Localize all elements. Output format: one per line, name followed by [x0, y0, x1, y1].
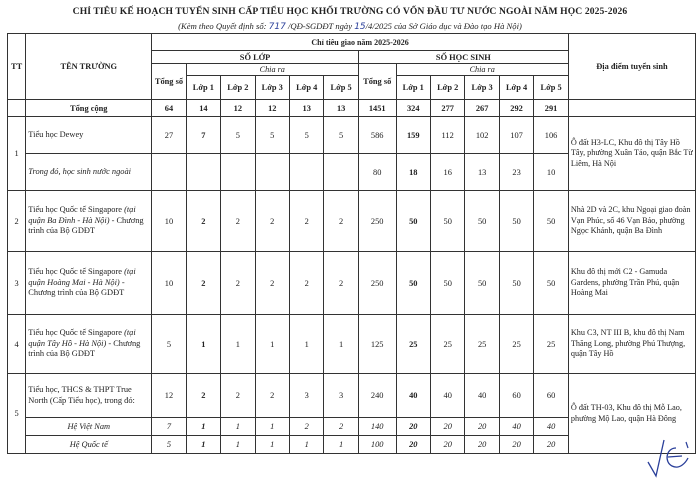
- table-cell: 112: [430, 117, 464, 154]
- table-cell: 23: [499, 154, 533, 191]
- location-cell: Nhà 2D và 2C, khu Ngoại giao đoàn Vạn Phúc, số 46 Vạn Bảo, phường Ngọc Khánh, quận Ba Đình: [568, 191, 695, 252]
- table-cell: 2: [221, 191, 255, 252]
- table-cell: 5: [221, 117, 255, 154]
- table-cell: 13: [324, 100, 358, 117]
- total-row: [8, 100, 696, 117]
- sub-label: Trong đó, học sinh nước ngoài: [26, 154, 152, 191]
- table-cell: 64: [152, 100, 186, 117]
- row-number: 4: [8, 315, 26, 374]
- table-cell: 60: [499, 374, 533, 418]
- location-cell: Khu C3, NT III B, khu đô thị Nam Thăng Long, phường Phú Thượng, quận Tây Hồ: [568, 315, 695, 374]
- table-cell: 125: [358, 315, 396, 374]
- table-cell: 2: [255, 252, 289, 315]
- table-cell: 106: [534, 117, 569, 154]
- table-cell: 2: [289, 191, 323, 252]
- table-cell: 2: [324, 191, 358, 252]
- header-class-grade: Lớp 3: [255, 76, 289, 100]
- table-cell: 240: [358, 374, 396, 418]
- table-cell: 12: [152, 374, 186, 418]
- table-row: [8, 191, 696, 252]
- header-location: Địa điểm tuyển sinh: [568, 34, 695, 100]
- table-cell: 1: [289, 315, 323, 374]
- table-cell: 2: [221, 374, 255, 418]
- header-student-grade: Lớp 1: [396, 76, 430, 100]
- school-name: Tiểu học Quốc tế Singapore (tại quận Hoàng Mai - Hà Nội) - Chương trình của Bộ GDĐT: [26, 252, 152, 315]
- header-student-total: Tổng số: [358, 64, 396, 100]
- table-cell: 50: [534, 252, 569, 315]
- header-student-grade: Lớp 4: [499, 76, 533, 100]
- table-cell: 1: [186, 436, 220, 454]
- table-cell: 102: [465, 117, 499, 154]
- table-cell: 2: [324, 252, 358, 315]
- table-cell: 2: [324, 418, 358, 436]
- table-cell: 2: [255, 191, 289, 252]
- row-number: 2: [8, 191, 26, 252]
- table-cell: 25: [396, 315, 430, 374]
- table-cell: 324: [396, 100, 430, 117]
- location-cell: Ô đất H3-LC, Khu đô thị Tây Hồ Tây, phường Xuân Tảo, quận Bắc Từ Liêm, Hà Nội: [568, 117, 695, 191]
- row-number: 5: [8, 374, 26, 454]
- table-cell: 7: [152, 418, 186, 436]
- document-subtitle: [0, 21, 700, 32]
- table-cell: 1451: [358, 100, 396, 117]
- table-cell: 25: [430, 315, 464, 374]
- signature-initials: [642, 432, 694, 478]
- table-cell: 40: [534, 418, 569, 436]
- table-cell: 586: [358, 117, 396, 154]
- school-name: Tiểu học Quốc tế Singapore (tại quận Ba Đình - Hà Nội) - Chương trình của Bộ GDĐT: [26, 191, 152, 252]
- table-cell: 2: [186, 252, 220, 315]
- table-cell: 20: [430, 436, 464, 454]
- table-cell: 3: [289, 374, 323, 418]
- header-tt: TT: [8, 34, 26, 100]
- table-row: [8, 252, 696, 315]
- table-cell: 20: [499, 436, 533, 454]
- table-cell: 20: [465, 418, 499, 436]
- table-cell: 50: [465, 191, 499, 252]
- document-title: CHỈ TIÊU KẾ HOẠCH TUYỂN SINH CẤP TIỂU HỌC KHỐI TRƯỜNG CÓ VỐN ĐẦU TƯ NƯỚC NGOÀI NĂM HỌC 2025-2026: [72, 6, 628, 17]
- enrollment-table: [7, 33, 696, 454]
- school-name: Tiểu học Quốc tế Singapore (tại quận Tây Hồ - Hà Nội) - Chương trình của Bộ GDĐT: [26, 315, 152, 374]
- table-cell: 1: [255, 418, 289, 436]
- table-cell: 40: [465, 374, 499, 418]
- sub-label: Hệ Quốc tế: [26, 436, 152, 454]
- subtitle-prefix: (Kèm theo Quyết định số:: [178, 21, 267, 31]
- table-cell: 12: [255, 100, 289, 117]
- table-cell: 12: [221, 100, 255, 117]
- subtitle-suffix: /4/2025 của Sở Giáo dục và Đào tạo Hà Nội): [365, 21, 522, 31]
- table-cell: 40: [430, 374, 464, 418]
- table-cell: 107: [499, 117, 533, 154]
- table-cell: 50: [499, 191, 533, 252]
- table-cell: 50: [396, 191, 430, 252]
- table-cell: 5: [255, 117, 289, 154]
- header-class-grade: Lớp 4: [289, 76, 323, 100]
- table-cell: 140: [358, 418, 396, 436]
- table-cell: 10: [152, 191, 186, 252]
- handwritten-day: 15: [354, 22, 366, 32]
- table-cell: 1: [186, 315, 220, 374]
- table-cell: 1: [289, 436, 323, 454]
- table-cell: 2: [289, 252, 323, 315]
- table-cell: 2: [221, 252, 255, 315]
- table-cell: 2: [186, 191, 220, 252]
- header-class-grade: Lớp 1: [186, 76, 220, 100]
- table-cell: 7: [186, 117, 220, 154]
- school-name: Tiểu học Dewey: [26, 117, 152, 154]
- handwritten-decision-number: 717: [268, 22, 286, 32]
- table-cell: 159: [396, 117, 430, 154]
- row-number: 1: [8, 117, 26, 191]
- table-cell: 5: [152, 315, 186, 374]
- table-cell: 5: [152, 436, 186, 454]
- table-cell: 40: [396, 374, 430, 418]
- table-cell: 267: [465, 100, 499, 117]
- table-cell: 18: [396, 154, 430, 191]
- sub-label: Hệ Việt Nam: [26, 418, 152, 436]
- header-class-grade: Lớp 5: [324, 76, 358, 100]
- table-cell: 60: [534, 374, 569, 418]
- table-cell: 10: [152, 252, 186, 315]
- table-cell: 25: [499, 315, 533, 374]
- table-cell: 80: [358, 154, 396, 191]
- table-cell: 20: [396, 436, 430, 454]
- row-number: 3: [8, 252, 26, 315]
- table-cell: 13: [465, 154, 499, 191]
- table-row: [8, 374, 696, 418]
- table-cell: 1: [221, 418, 255, 436]
- table-cell: 40: [499, 418, 533, 436]
- table-cell: 1: [324, 315, 358, 374]
- table-cell: 50: [430, 191, 464, 252]
- header-class-breakdown: Chia ra: [186, 64, 358, 76]
- table-cell: 25: [465, 315, 499, 374]
- table-cell: 16: [430, 154, 464, 191]
- table-cell: 1: [221, 436, 255, 454]
- table-cell: 1: [186, 418, 220, 436]
- table-cell: 1: [255, 315, 289, 374]
- subtitle-mid: /QĐ-SGDĐT ngày: [287, 21, 353, 31]
- table-cell: 50: [465, 252, 499, 315]
- table-cell: 13: [289, 100, 323, 117]
- table-cell: 27: [152, 117, 186, 154]
- table-cell: 3: [324, 374, 358, 418]
- header-class-grade: Lớp 2: [221, 76, 255, 100]
- header-student-breakdown: Chia ra: [396, 64, 568, 76]
- table-row: [8, 315, 696, 374]
- table-cell: 100: [358, 436, 396, 454]
- table-cell: 20: [465, 436, 499, 454]
- table-cell: 292: [499, 100, 533, 117]
- table-cell: 25: [534, 315, 569, 374]
- table-cell: 14: [186, 100, 220, 117]
- table-cell: 2: [255, 374, 289, 418]
- table-cell: 277: [430, 100, 464, 117]
- total-label: Tổng cộng: [26, 100, 152, 117]
- school-name: Tiểu học, THCS & THPT True North (Cấp Tiểu học), trong đó:: [26, 374, 152, 418]
- table-cell: 5: [289, 117, 323, 154]
- table-row: [8, 117, 696, 154]
- header-school: TÊN TRƯỜNG: [26, 34, 152, 100]
- location-cell: Ô đất TH-03, Khu đô thị Mỗ Lao, phường Mộ Lao, quận Hà Đông: [568, 374, 695, 454]
- header-target: Chỉ tiêu giao năm 2025-2026: [152, 34, 569, 51]
- table-cell: 50: [499, 252, 533, 315]
- table-cell: 50: [396, 252, 430, 315]
- table-cell: 250: [358, 252, 396, 315]
- table-cell: 5: [324, 117, 358, 154]
- table-cell: 1: [324, 436, 358, 454]
- header-classes: SỐ LỚP: [152, 51, 359, 64]
- header-class-total: Tổng số: [152, 64, 186, 100]
- table-cell: 20: [430, 418, 464, 436]
- table-cell: 2: [186, 374, 220, 418]
- location-cell: Khu đô thị mới C2 - Gamuda Gardens, phường Trần Phú, quận Hoàng Mai: [568, 252, 695, 315]
- table-cell: 291: [534, 100, 569, 117]
- table-cell: 50: [534, 191, 569, 252]
- table-cell: 10: [534, 154, 569, 191]
- table-cell: 1: [221, 315, 255, 374]
- table-cell: 250: [358, 191, 396, 252]
- header-students: SỐ HỌC SINH: [358, 51, 568, 64]
- table-cell: 2: [289, 418, 323, 436]
- table-cell: 50: [430, 252, 464, 315]
- header-student-grade: Lớp 3: [465, 76, 499, 100]
- table-cell: 20: [534, 436, 569, 454]
- table-cell: 1: [255, 436, 289, 454]
- header-student-grade: Lớp 2: [430, 76, 464, 100]
- table-cell: 20: [396, 418, 430, 436]
- header-student-grade: Lớp 5: [534, 76, 569, 100]
